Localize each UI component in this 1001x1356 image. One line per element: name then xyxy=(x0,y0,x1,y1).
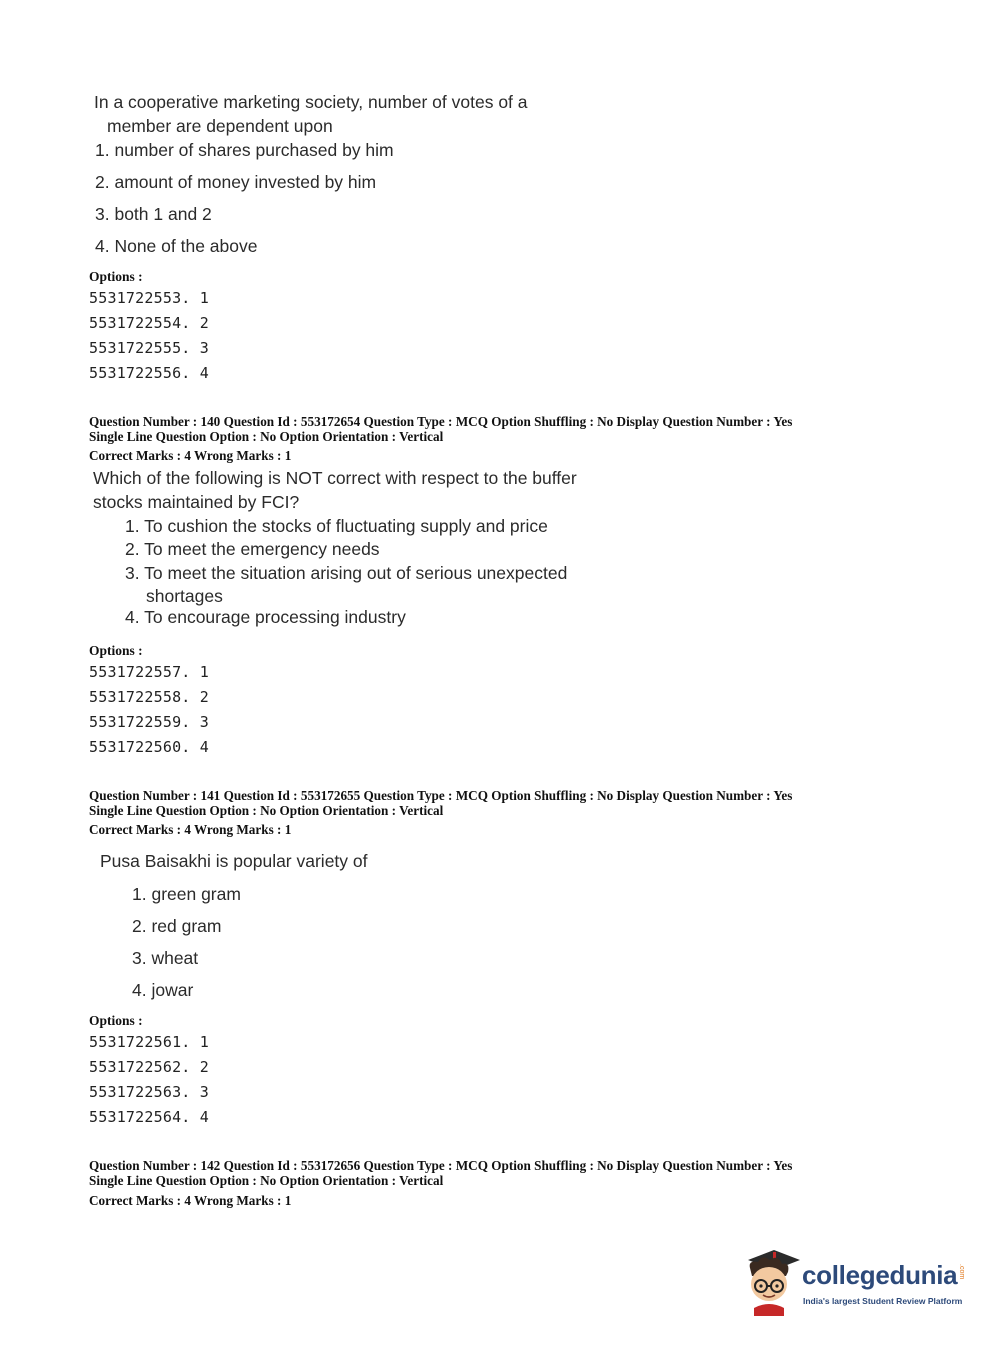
q142-meta-line1: Question Number : 142 Question Id : 553172656 Question Type : MCQ Option Shuffling : No Display Question Number : Yes xyxy=(89,1158,793,1173)
q139-stem-line2: member are dependent upon xyxy=(107,116,333,136)
q141-option-4: 5531722564. 4 xyxy=(89,1108,209,1126)
q140-stem-line1: Which of the following is NOT correct with respect to the buffer xyxy=(93,468,577,488)
q141-options-label: Options : xyxy=(89,1013,143,1028)
q140-meta-line2: Single Line Question Option : No Option Orientation : Vertical xyxy=(89,429,444,444)
q139-option-3: 5531722555. 3 xyxy=(89,339,209,357)
q140-meta-line1: Question Number : 140 Question Id : 553172654 Question Type : MCQ Option Shuffling : No Display Question Number : Yes xyxy=(89,414,793,429)
q141-option-3: 5531722563. 3 xyxy=(89,1083,209,1101)
q142-marks: Correct Marks : 4 Wrong Marks : 1 xyxy=(89,1193,292,1208)
q140-option-3: 5531722559. 3 xyxy=(89,713,209,731)
q140-marks: Correct Marks : 4 Wrong Marks : 1 xyxy=(89,448,292,463)
q139-option-2: 5531722554. 2 xyxy=(89,314,209,332)
q141-meta-line1: Question Number : 141 Question Id : 553172655 Question Type : MCQ Option Shuffling : No Display Question Number : Yes xyxy=(89,788,793,803)
q139-option-1: 5531722553. 1 xyxy=(89,289,209,307)
q140-option-1: 5531722557. 1 xyxy=(89,663,209,681)
q140-choice-4: 4. To encourage processing industry xyxy=(125,607,406,627)
logo-wordmark: collegedunia xyxy=(802,1260,958,1290)
q141-option-2: 5531722562. 2 xyxy=(89,1058,209,1076)
q139-choice-2: 2. amount of money invested by him xyxy=(95,172,377,192)
q140-options-label: Options : xyxy=(89,643,143,658)
logo-com: .com xyxy=(958,1264,965,1280)
logo-tagline: India's largest Student Review Platform xyxy=(803,1296,963,1306)
q141-choice-1: 1. green gram xyxy=(132,884,241,904)
q140-option-4: 5531722560. 4 xyxy=(89,738,209,756)
q139-option-4: 5531722556. 4 xyxy=(89,364,209,382)
mascot-icon xyxy=(740,1246,802,1316)
q142-meta-line2: Single Line Question Option : No Option Orientation : Vertical xyxy=(89,1173,444,1188)
q139-stem-line1: In a cooperative marketing society, number of votes of a xyxy=(94,92,528,112)
q140-option-2: 5531722558. 2 xyxy=(89,688,209,706)
q141-choice-4: 4. jowar xyxy=(132,980,194,1000)
q140-choice-3: 3. To meet the situation arising out of serious unexpected xyxy=(125,563,568,583)
collegedunia-logo[interactable] xyxy=(740,1246,970,1316)
q139-choice-1: 1. number of shares purchased by him xyxy=(95,140,394,160)
q140-stem-line2: stocks maintained by FCI? xyxy=(93,492,300,512)
q140-choice-3-cont: shortages xyxy=(146,586,223,606)
q140-choice-1: 1. To cushion the stocks of fluctuating supply and price xyxy=(125,516,548,536)
q140-choice-2: 2. To meet the emergency needs xyxy=(125,539,380,559)
q141-choice-2: 2. red gram xyxy=(132,916,222,936)
q139-choice-3: 3. both 1 and 2 xyxy=(95,204,212,224)
q139-options-label: Options : xyxy=(89,269,143,284)
q141-stem: Pusa Baisakhi is popular variety of xyxy=(100,851,368,871)
q141-meta-line2: Single Line Question Option : No Option Orientation : Vertical xyxy=(89,803,444,818)
q141-choice-3: 3. wheat xyxy=(132,948,199,968)
q141-marks: Correct Marks : 4 Wrong Marks : 1 xyxy=(89,822,292,837)
q141-option-1: 5531722561. 1 xyxy=(89,1033,209,1051)
q139-choice-4: 4. None of the above xyxy=(95,236,258,256)
